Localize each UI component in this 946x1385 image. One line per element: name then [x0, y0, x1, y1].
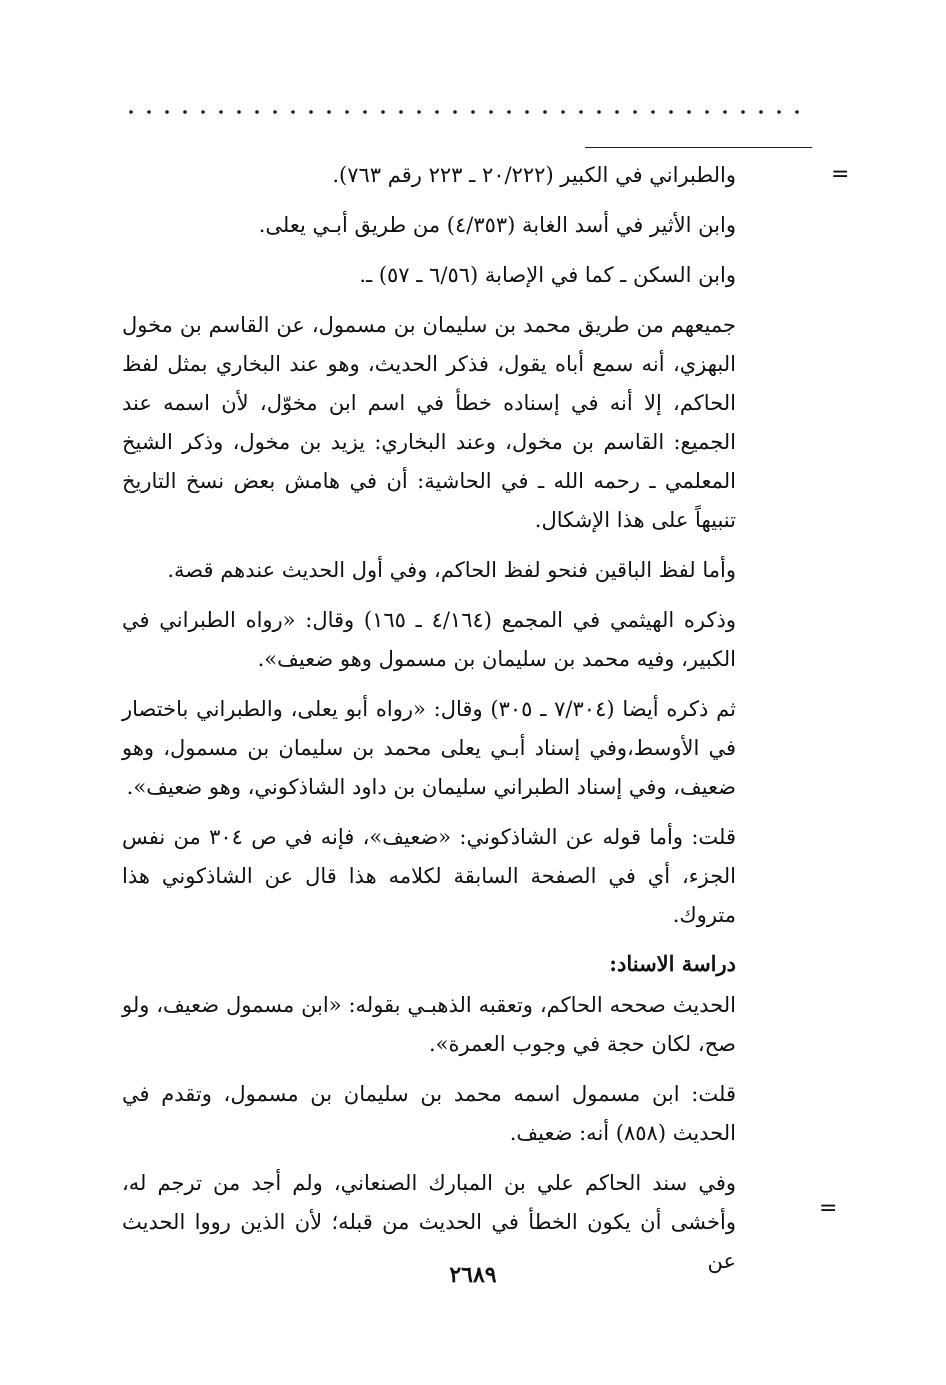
paragraph: وأما لفظ الباقين فنحو لفظ الحاكم، وفي أول الحديث عندهم قصة. — [167, 558, 736, 582]
footnote-body — [122, 156, 736, 1281]
continuation-mark-bottom: = — [819, 1196, 838, 1221]
continuation-mark-top: = — [831, 162, 850, 187]
paragraph: ثم ذكره أيضا (٧/٣٠٤ ـ ٣٠٥) وقال: «رواه أبو يعلى، والطبراني باختصار في الأوسط،وفي إسناد أبـي يعلى محمد بن سليمان بن مسمول، وهو ضعيف، وفي إسناد الطبراني سليمان بن داود الشاذكوني، وهو ضعيف». — [122, 697, 736, 799]
paragraph: وابن السكن ـ كما في الإصابة (٦/٥٦ ـ ٥٧) ـ. — [359, 263, 736, 287]
paragraph: وفي سند الحاكم علي بن المبارك الصنعاني، ولم أجد من ترجم له، وأخشى أن يكون الخطأ في الحديث من قبله؛ لأن الذين رووا الحديث عن — [122, 1171, 736, 1273]
paragraph: والطبراني في الكبير (٢٠/٢٢٢ ـ ٢٢٣ رقم ٧٦٣). — [332, 163, 736, 187]
dotted-separator — [122, 108, 812, 116]
paragraph: قلت: ابن مسمول اسمه محمد بن سليمان بن مسمول، وتقدم في الحديث (٨٥٨) أنه: ضعيف. — [122, 1082, 736, 1145]
paragraph: وذكره الهيثمي في المجمع (٤/١٦٤ ـ ١٦٥) وقال: «رواه الطبراني في الكبير، وفيه محمد بن سليمان بن مسمول وهو ضعيف». — [122, 608, 736, 671]
paragraph: وابن الأثير في أسد الغابة (٤/٣٥٣) من طريق أبـي يعلى. — [258, 213, 736, 237]
paragraph: جميعهم من طريق محمد بن سليمان بن مسمول، عن القاسم بن مخول البهزي، أنه سمع أباه يقول، فذكر الحديث، وهو عند البخاري بمثل لفظ الحاكم، إلا أنه في إسناده خطأ في اسم ابن مخوّل، لأن اسمه عند الجميع: القاسم بن مخول، وعند البخاري: يزيد بن مخول، وذكر الشيخ المعلمي ـ رحمه الله ـ في الحاشية: أن في هامش بعض نسخ التاريخ تنبيهاً على هذا الإشكال. — [122, 313, 736, 532]
paragraph: الحديث صححه الحاكم، وتعقبه الذهبـي بقوله: «ابن مسمول ضعيف، ولو صح، لكان حجة في وجوب العمرة». — [122, 993, 736, 1056]
footnote-rule — [585, 147, 812, 148]
page-number: ٢٦٨٩ — [449, 1262, 497, 1288]
paragraph: قلت: وأما قوله عن الشاذكوني: «ضعيف»، فإنه في ص ٣٠٤ من نفس الجزء، أي في الصفحة السابقة لكلامه هذا قال عن الشاذكوني هذا متروك. — [122, 825, 737, 927]
section-heading: دراسة الاسناد: — [609, 951, 736, 976]
